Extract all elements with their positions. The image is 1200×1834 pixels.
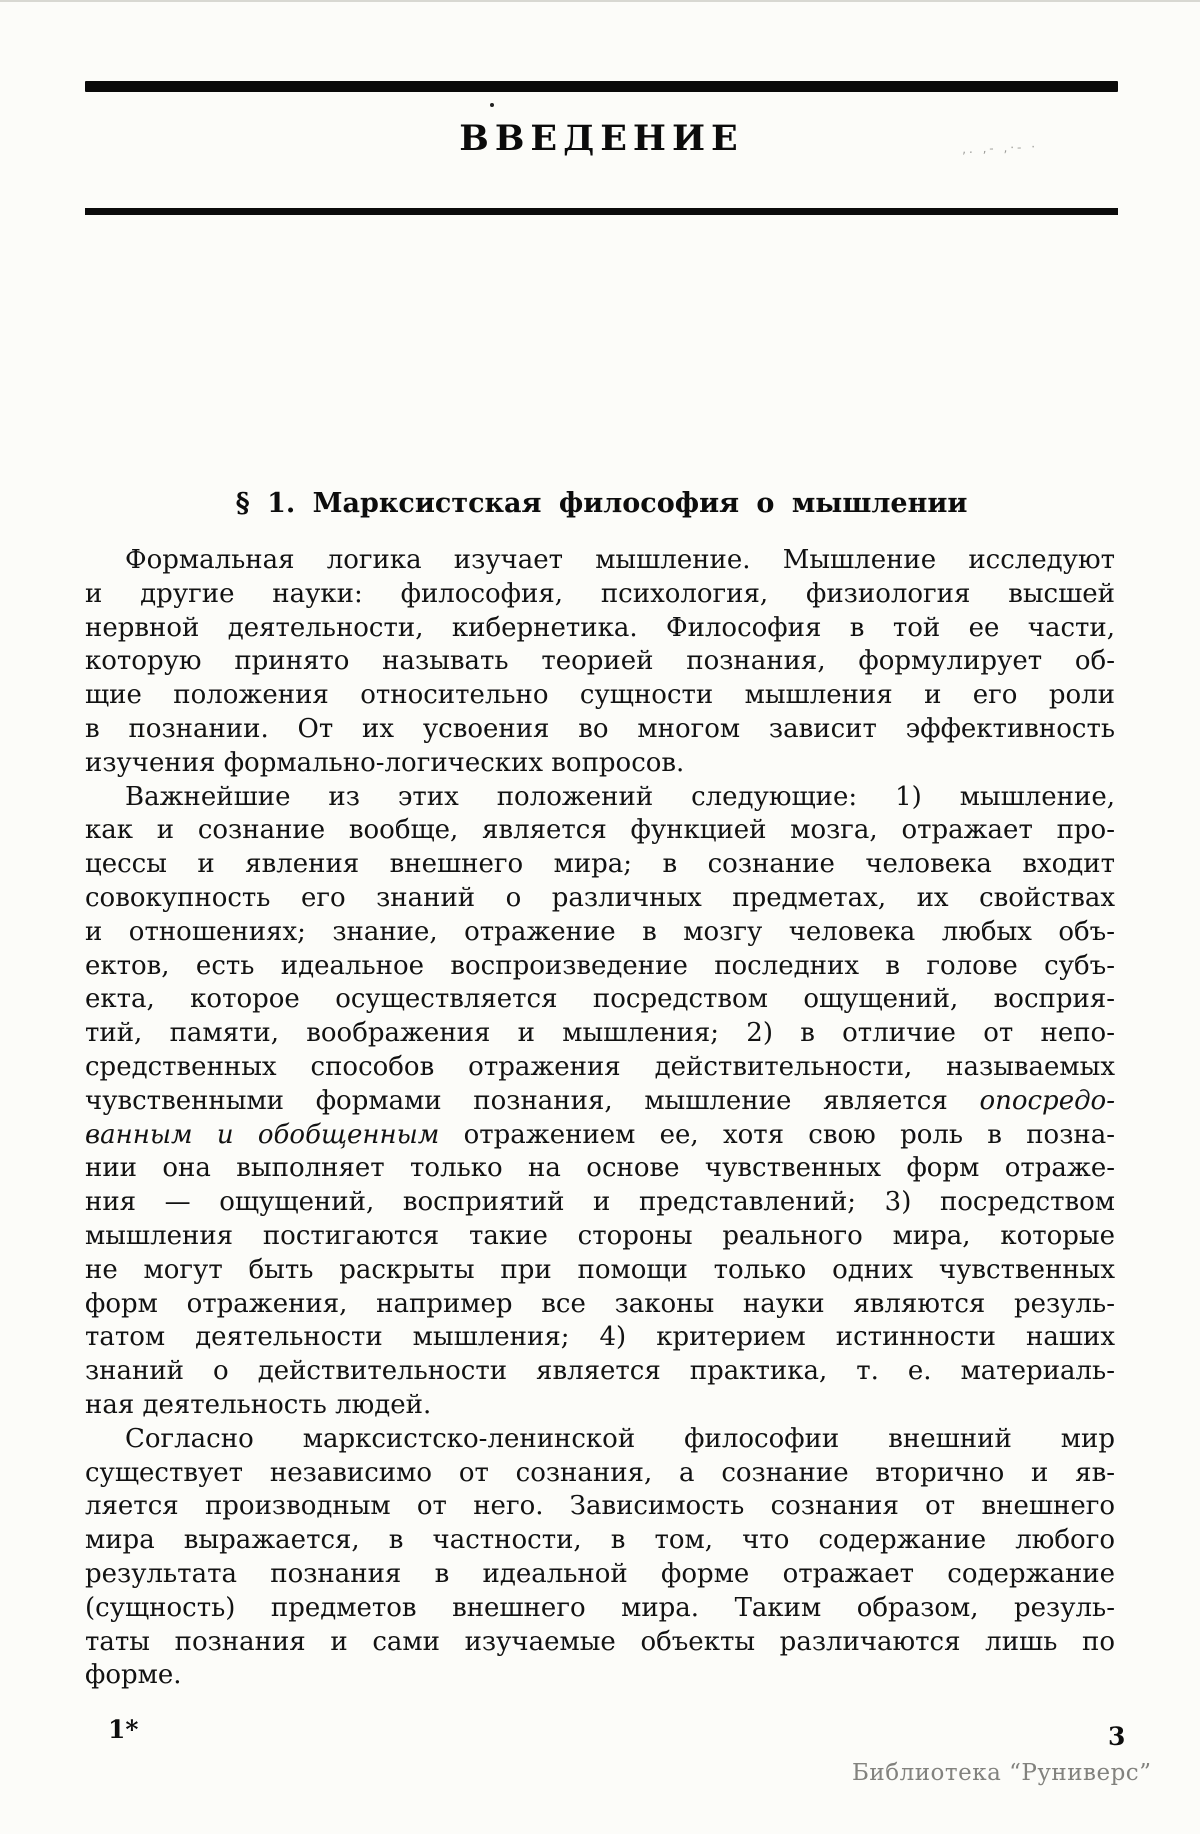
signature-mark: 1* — [108, 1715, 139, 1744]
text-segment: и отношениях; знание, отражение в мозгу человека любых объ- — [85, 916, 1115, 947]
text-segment: знаний о действительности является практика, т. е. материаль- — [85, 1356, 1115, 1387]
text-segment: Важнейшие из этих положений следующие: 1) мышление, — [125, 781, 1115, 812]
text-segment: ная деятельность людей. — [85, 1389, 432, 1420]
library-watermark: Библиотека “Руниверс” — [852, 1760, 1152, 1786]
text-segment: не могут быть раскрыты при помощи только одних чувственных — [85, 1254, 1115, 1285]
text-segment: и другие науки: философия, психология, физиология высшей — [85, 578, 1115, 609]
text-line — [85, 1355, 1115, 1389]
text-segment: нервной деятельности, кибернетика. Философия в той ее части, — [85, 612, 1115, 643]
text-segment: (сущность) предметов внешнего мира. Таким образом, резуль- — [85, 1592, 1115, 1623]
scan-edge-artifact — [0, 0, 1200, 2]
text-line — [85, 578, 1115, 612]
text-line — [85, 950, 1115, 984]
text-line — [85, 1457, 1115, 1491]
body-text — [85, 544, 1115, 1693]
text-line — [85, 1119, 1115, 1153]
text-line — [85, 1592, 1115, 1626]
text-line — [85, 983, 1115, 1017]
text-line — [85, 1626, 1115, 1660]
text-segment: Согласно марксистско-ленинской философии внешний мир — [125, 1423, 1115, 1454]
text-segment: нии она выполняет только на основе чувственных форм отраже- — [85, 1153, 1115, 1184]
text-line — [85, 679, 1115, 713]
text-segment: средственных способов отражения действительности, называемых — [85, 1051, 1115, 1082]
text-segment: форме. — [85, 1660, 182, 1691]
page-title: ВВЕДЕНИЕ — [459, 118, 744, 159]
text-segment: татом деятельности мышления; 4) критерием истинности наших — [85, 1322, 1115, 1353]
ink-dot-artifact — [490, 103, 494, 107]
text-line — [85, 814, 1115, 848]
pencil-marks: ‚. ‚- ‚·- · — [961, 139, 1039, 157]
section-heading: § 1. Марксистская философия о мышлении — [235, 488, 968, 519]
text-segment: чувственными формами познания, мышление является — [85, 1085, 980, 1116]
text-line — [85, 1524, 1115, 1558]
text-line — [85, 713, 1115, 747]
text-segment: результата познания в идеальной форме отражает содержание — [85, 1558, 1115, 1589]
page-number: 3 — [1108, 1722, 1126, 1751]
text-line — [85, 916, 1115, 950]
text-segment: цессы и явления внешнего мира; в сознание человека входит — [85, 849, 1115, 880]
text-segment: форм отражения, например все законы науки являются резуль- — [85, 1288, 1115, 1319]
text-line — [85, 1659, 1115, 1693]
text-segment: ектов, есть идеальное воспроизведение последних в голове субъ- — [85, 950, 1115, 981]
text-line — [85, 1423, 1115, 1457]
text-line — [85, 747, 1115, 781]
text-line — [85, 544, 1115, 578]
text-segment: тий, памяти, воображения и мышления; 2) в отличие от непо- — [85, 1018, 1115, 1049]
text-segment: которую принято называть теорией познания, формулирует об- — [85, 646, 1115, 677]
top-rule — [85, 81, 1118, 92]
text-line — [85, 1490, 1115, 1524]
emphasized-text: опосредо- — [979, 1085, 1115, 1116]
text-segment: ния — ощущений, восприятий и представлений; 3) посредством — [85, 1187, 1115, 1218]
text-segment: существует независимо от сознания, а сознание вторично и яв- — [85, 1457, 1115, 1488]
text-line — [85, 882, 1115, 916]
text-segment: как и сознание вообще, является функцией мозга, отражает про- — [85, 815, 1115, 846]
text-line — [85, 645, 1115, 679]
text-segment: мира выражается, в частности, в том, что содержание любого — [85, 1525, 1115, 1556]
text-segment: мышления постигаются такие стороны реального мира, которые — [85, 1220, 1115, 1251]
text-segment: в познании. От их усвоения во многом зависит эффективность — [85, 713, 1115, 744]
text-segment: отражением ее, хотя свою роль в позна- — [439, 1119, 1115, 1150]
bottom-rule — [85, 208, 1118, 215]
text-segment: таты познания и сами изучаемые объекты различаются лишь по — [85, 1626, 1115, 1657]
text-line — [85, 1017, 1115, 1051]
text-line — [85, 1288, 1115, 1322]
text-segment: изучения формально-логических вопросов. — [85, 747, 685, 778]
text-line — [85, 1321, 1115, 1355]
emphasized-text: ванным и обобщенным — [85, 1119, 440, 1150]
text-line — [85, 1254, 1115, 1288]
text-segment: совокупность его знаний о различных предметах, их свойствах — [85, 882, 1115, 913]
text-line — [85, 1220, 1115, 1254]
text-line — [85, 612, 1115, 646]
text-line — [85, 1152, 1115, 1186]
text-segment: Формальная логика изучает мышление. Мышление исследуют — [125, 545, 1115, 575]
text-line — [85, 848, 1115, 882]
text-line — [85, 1186, 1115, 1220]
text-segment: щие положения относительно сущности мышления и его роли — [85, 680, 1115, 711]
text-segment: екта, которое осуществляется посредством ощущений, восприя- — [85, 984, 1115, 1015]
text-segment: ляется производным от него. Зависимость сознания от внешнего — [85, 1491, 1115, 1522]
text-line — [85, 1389, 1115, 1423]
text-line — [85, 1051, 1115, 1085]
text-line — [85, 1558, 1115, 1592]
text-line — [85, 781, 1115, 815]
text-line — [85, 1085, 1115, 1119]
